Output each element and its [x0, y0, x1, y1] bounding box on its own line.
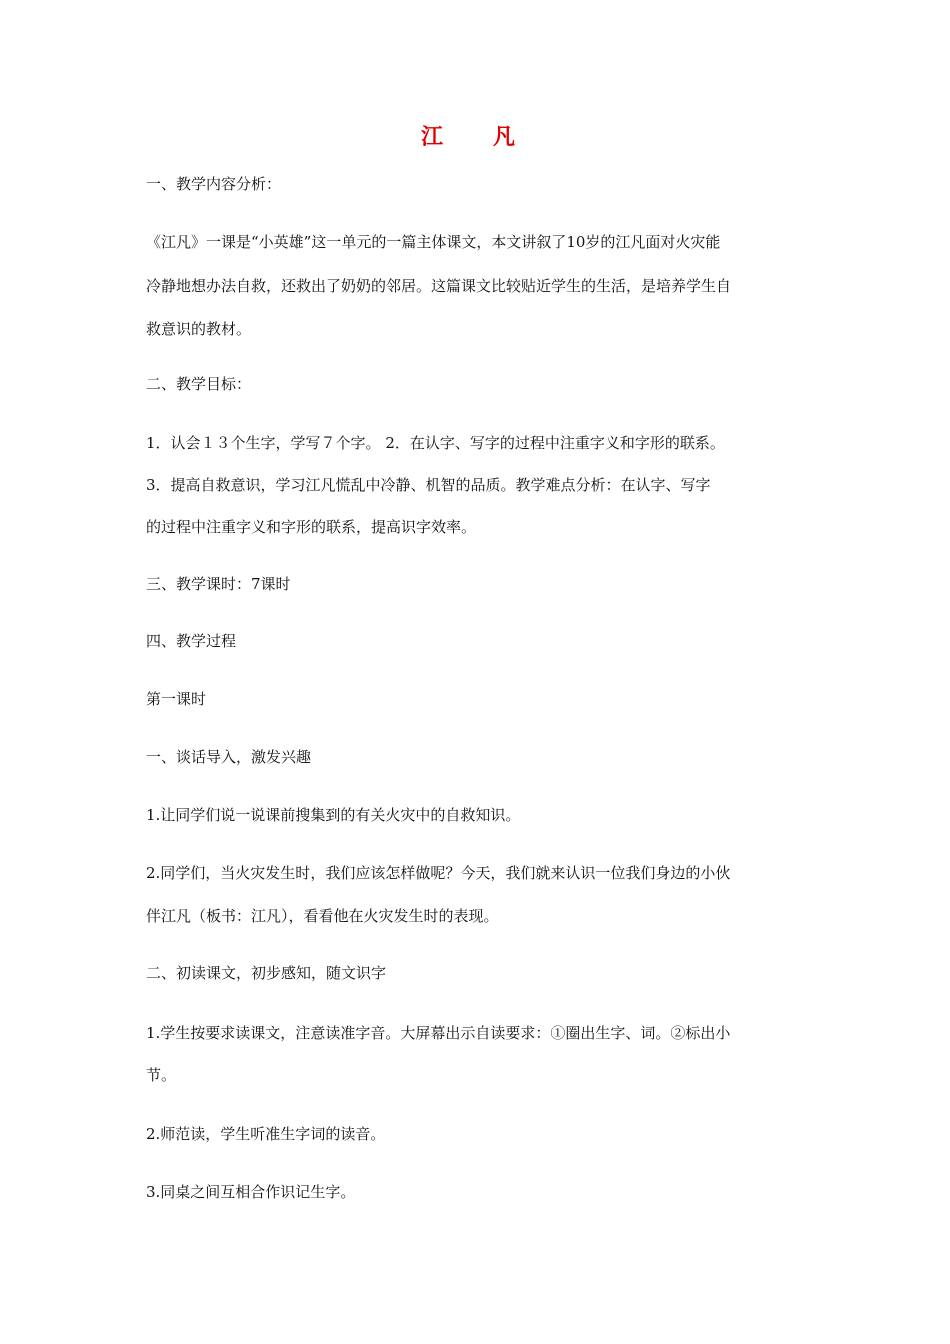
section-heading-teaching-process: 四、教学过程	[146, 632, 237, 650]
paragraph-line: 1.学生按要求读课文，注意读准字音。大屏幕出示自读要求：①圈出生字、词。②标出小	[146, 1024, 731, 1042]
paragraph-line: 2.师范读，学生听准生字词的读音。	[146, 1125, 386, 1143]
paragraph-line: 1.让同学们说一说课前搜集到的有关火灾中的自救知识。	[146, 806, 521, 824]
section-heading-content-analysis: 一、教学内容分析：	[146, 175, 282, 193]
subheading-first-lesson: 第一课时	[146, 690, 207, 708]
paragraph-line: 伴江凡（板书：江凡），看看他在火灾发生时的表现。	[146, 907, 499, 925]
paragraph-line: 3.同桌之间互相合作识记生字。	[146, 1183, 356, 1201]
paragraph-line: 1．认会１３个生字，学写７个字。 2．在认字、写字的过程中注重字义和字形的联系。	[146, 434, 725, 452]
section-heading-teaching-goals: 二、教学目标：	[146, 375, 252, 393]
paragraph-line: 节。	[146, 1066, 177, 1084]
paragraph-line: 2.同学们，当火灾发生时，我们应该怎样做呢？今天，我们就来认识一位我们身边的小伙	[146, 864, 731, 882]
paragraph-line: 的过程中注重字义和字形的联系，提高识字效率。	[146, 518, 477, 536]
subheading-intro: 一、谈话导入，激发兴趣	[146, 748, 312, 766]
paragraph-line: 冷静地想办法自救，还救出了奶奶的邻居。这篇课文比较贴近学生的生活，是培养学生自	[146, 277, 732, 295]
document-title: 江 凡	[420, 124, 529, 150]
paragraph-line: 3．提高自救意识，学习江凡慌乱中冷静、机智的品质。教学难点分析：在认字、写字	[146, 476, 711, 494]
subheading-first-reading: 二、初读课文，初步感知，随文识字	[146, 964, 387, 982]
paragraph-line: 《江凡》一课是“小英雄”这一单元的一篇主体课文，本文讲叙了10岁的江凡面对火灾能	[146, 233, 721, 251]
section-heading-class-hours: 三、教学课时：7课时	[146, 575, 291, 593]
paragraph-line: 救意识的教材。	[146, 320, 252, 338]
